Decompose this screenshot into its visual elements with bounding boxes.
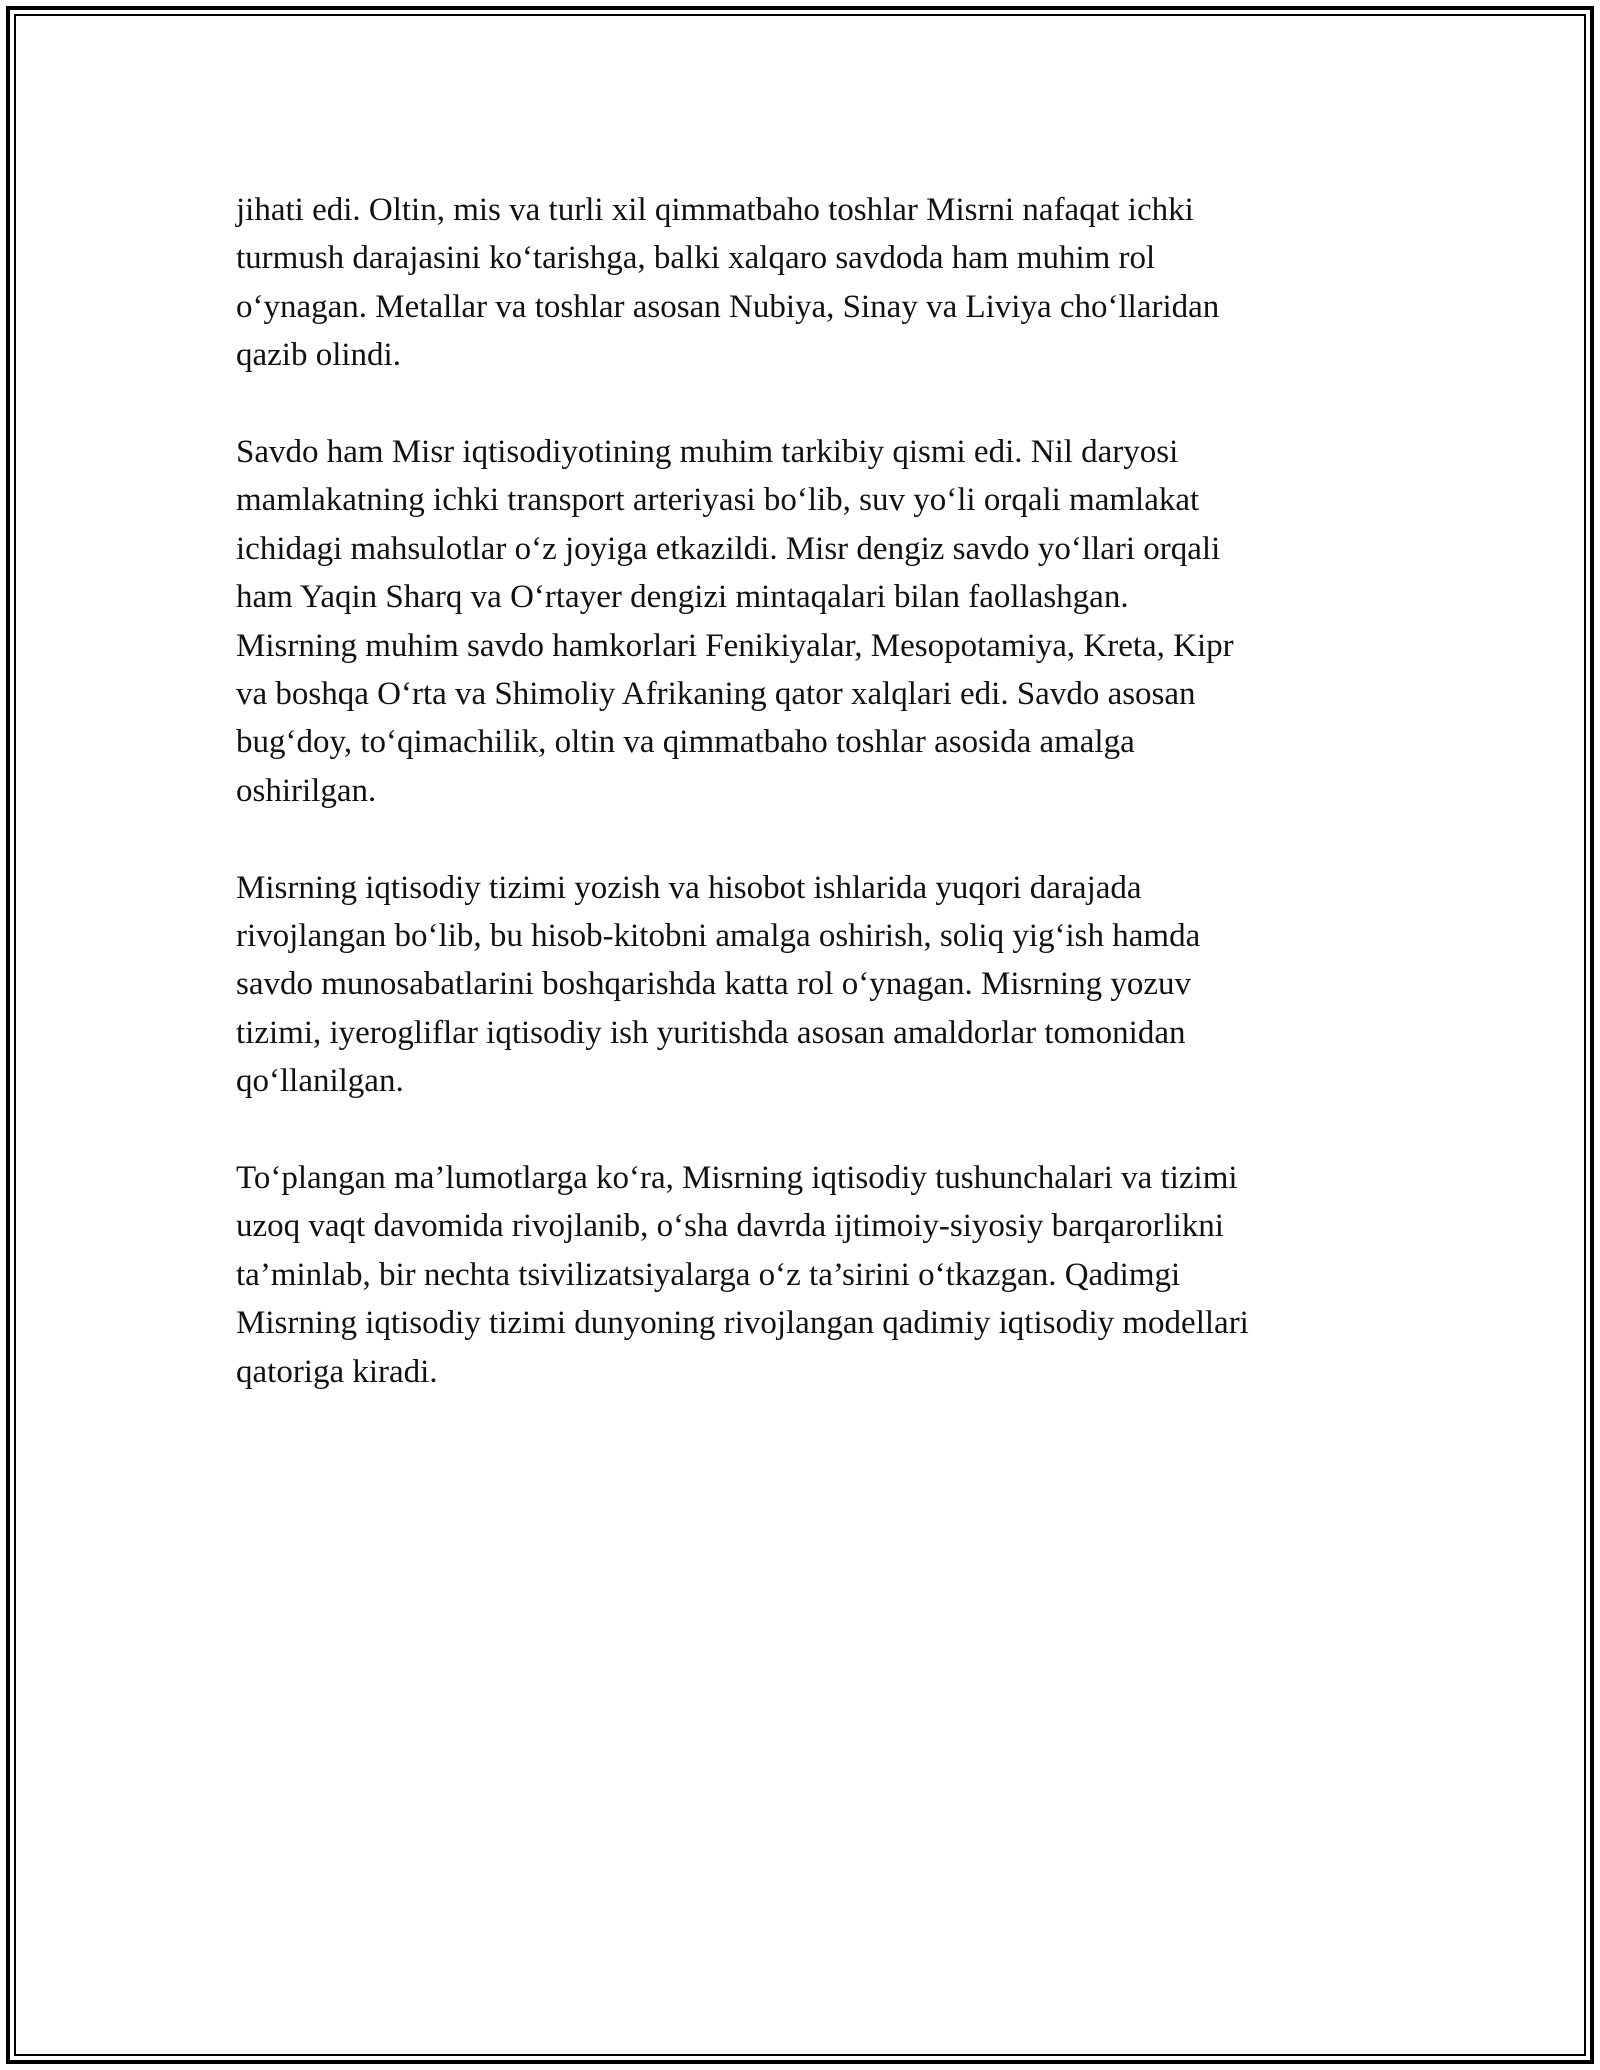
text-line: qatoriga kiradi.: [236, 1353, 438, 1390]
text-line: va boshqa O‘rta va Shimoliy Afrikaning qator xalqlari edi. Savdo asosan: [236, 676, 1196, 713]
text-line: mamlakatning ichki transport arteriyasi bo‘lib, suv yo‘li orqali mamlakat: [236, 482, 1200, 519]
text-line: Misrning muhim savdo hamkorlari Fenikiyalar, Mesopotamiya, Kreta, Kipr: [236, 627, 1234, 664]
paragraph-2: [236, 428, 1376, 815]
text-line: turmush darajasini ko‘tarishga, balki xalqaro savdoda ham muhim rol: [236, 240, 1156, 277]
text-line: uzoq vaqt davomida rivojlanib, o‘sha davrda ijtimoiy-siyosiy barqarorlikni: [236, 1208, 1224, 1245]
paragraph-3: [236, 864, 1376, 1106]
text-line: ham Yaqin Sharq va O‘rtayer dengizi mintaqalari bilan faollashgan.: [236, 579, 1129, 616]
text-line: jihati edi. Oltin, mis va turli xil qimmatbaho toshlar Misrni nafaqat ichki: [236, 192, 1194, 228]
text-line: savdo munosabatlarini boshqarishda katta rol o‘ynagan. Misrning yozuv: [236, 966, 1191, 1003]
text-line: qo‘llanilgan.: [236, 1063, 404, 1100]
text-line: ta’minlab, bir nechta tsivilizatsiyalarga o‘z ta’sirini o‘tkazgan. Qadimgi: [236, 1256, 1181, 1293]
text-line: bug‘doy, to‘qimachilik, oltin va qimmatbaho toshlar asosida amalga: [236, 724, 1135, 761]
text-line: o‘ynagan. Metallar va toshlar asosan Nubiya, Sinay va Liviya cho‘llaridan: [236, 288, 1220, 325]
text-line: Misrning iqtisodiy tizimi yozish va hisobot ishlarida yuqori darajada: [236, 869, 1142, 906]
text-line: oshirilgan.: [236, 772, 377, 809]
text-line: Misrning iqtisodiy tizimi dunyoning rivojlangan qadimiy iqtisodiy modellari: [236, 1305, 1249, 1342]
document-body: [236, 186, 1376, 1445]
paragraph-1: [236, 186, 1376, 380]
text-line: ichidagi mahsulotlar o‘z joyiga etkazildi. Misr dengiz savdo yo‘llari orqali: [236, 530, 1221, 567]
text-line: To‘plangan ma’lumotlarga ko‘ra, Misrning iqtisodiy tushunchalari va tizimi: [236, 1160, 1238, 1197]
text-line: rivojlangan bo‘lib, bu hisob-kitobni amalga oshirish, soliq yig‘ish hamda: [236, 918, 1201, 955]
text-line: Savdo ham Misr iqtisodiyotining muhim tarkibiy qismi edi. Nil daryosi: [236, 434, 1179, 471]
text-line: qazib olindi.: [236, 337, 401, 374]
paragraph-4: [236, 1154, 1376, 1396]
text-line: tizimi, iyerogliflar iqtisodiy ish yuritishda asosan amaldorlar tomonidan: [236, 1014, 1186, 1051]
